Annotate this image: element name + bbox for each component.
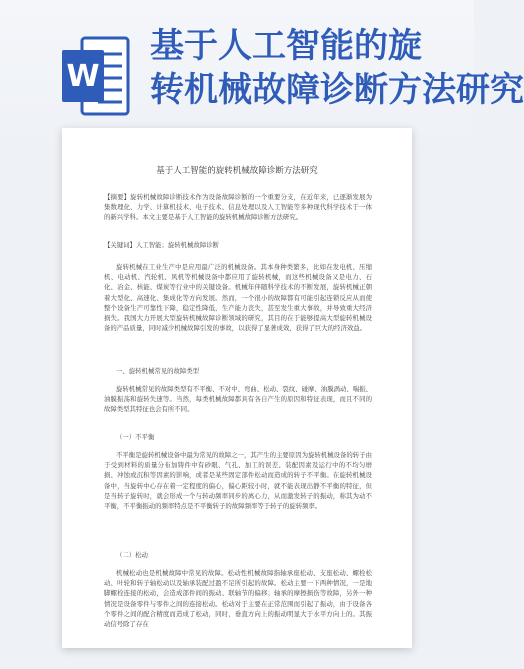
section-heading-fault-types: 一、旋转机械常见的故障类型 [116, 367, 200, 375]
svg-text:W: W [66, 59, 100, 94]
document-title: 基于人工智能的旋转机械故障诊断方法研究 [156, 166, 318, 176]
banner-title-line1: 基于人工智能的旋 [150, 26, 422, 66]
subsection-heading-looseness: （二）松动 [116, 551, 148, 559]
intro-paragraph: 旋转机械在工业生产中是应用最广泛的机械设备。其本身种类繁多，比如在发电机、压缩机、电动机、汽轮机、风机等机械设备中都应用了旋转机械，而这些机械设备又是电力、石化、冶金、核能、煤炭等行业中的关键设备。机械年伴随科学技术的不断发展，旋转机械正朝着大型化、高速化、集成化等方向发展。然而，一个很小的故障都有可能引起连锁反应从而使整个设备生产可靠性下降，稳定性降低，生产能力丧失，甚至发生重大事故，并导致重大经济损失。我国大力开展大型旋转机械故障诊断领域的研究，其目的在于能够提高大型旋转机械设备的产品质量，同时减少机械故障引发的事故，以获得了显著成效，获得了巨大的经济效益。 [104, 263, 372, 333]
abstract: 【摘要】旋转机械故障诊断技术作为设备故障诊断的一个重要分支，在近年来，已逐渐发展为集数理化、力学、计算机技术、电子技术、信息处理以及人工智能等多种现代科学技术于一体的新兴学科。本文主要是基于人工智能的旋转机械故障诊断方法研究。 [104, 193, 372, 222]
subsection-heading-imbalance: （一）不平衡 [116, 433, 155, 441]
banner-title-line2: 转机械故障诊断方法研究 [150, 70, 524, 110]
banner-title [150, 24, 524, 112]
subsection-paragraph-looseness: 机械松动也是机械故障中常见的故障。松动性机械故障指轴承座松动、支座松动、螺栓松动、叶轮和转子轴松动以及轴承装配过盈不足所引起的故障。松动主要一下两种情况，一是地脚螺栓连接的松动，会造成部件间的振动、联轴节的偏移；轴承的摩擦损伤等故障，另外一种情况是设备零件与零件之间的连接松动。松动对于主要在正常范围而引起了振动，由于设备各个零件之间的配合精度而造成了松动，同时，垂直方向上的振动明显大于水平方向上的。其振动信号除了存在 [104, 569, 372, 629]
word-document-icon [60, 34, 132, 118]
section-paragraph-fault-types: 旋转机械常见的故障类型有不平衡、不对中、弯曲、松动、裂纹、碰摩、油膜涡动、喘振、油膜振荡和旋转失速等。当然，每类机械故障都具有各自产生的原因和特征表现，而且不同的故障类型其特征也会有所不同。 [104, 385, 372, 414]
subsection-paragraph-imbalance: 不平衡是旋转机械设备中最为常见的故障之一，其产生的主要原因为旋转机械设备的转子由于受到材料的质量分布加铸件中有砂眼、气孔、加工的误差、装配因素及运行中的不均匀磨损、冲蚀或沉积等因素的影响，或者是某些固定部件松动而造成的转子不平衡。在旋转机械设备中，当旋转中心存在着一定程度的偏心，偏心距较小时，就不能表现出静不平衡的特征，但是当转子旋转时，就会形成一个与转动频率同步的离心力，从而激发转子的振动，称其为动不平衡，不平衡振动的频率特点是不平衡转子的故障频率等于转子的旋转频率。 [104, 451, 372, 511]
document-page [62, 128, 412, 648]
keywords: 【关键词】人工智能；旋转机械故障诊断 [104, 241, 220, 249]
